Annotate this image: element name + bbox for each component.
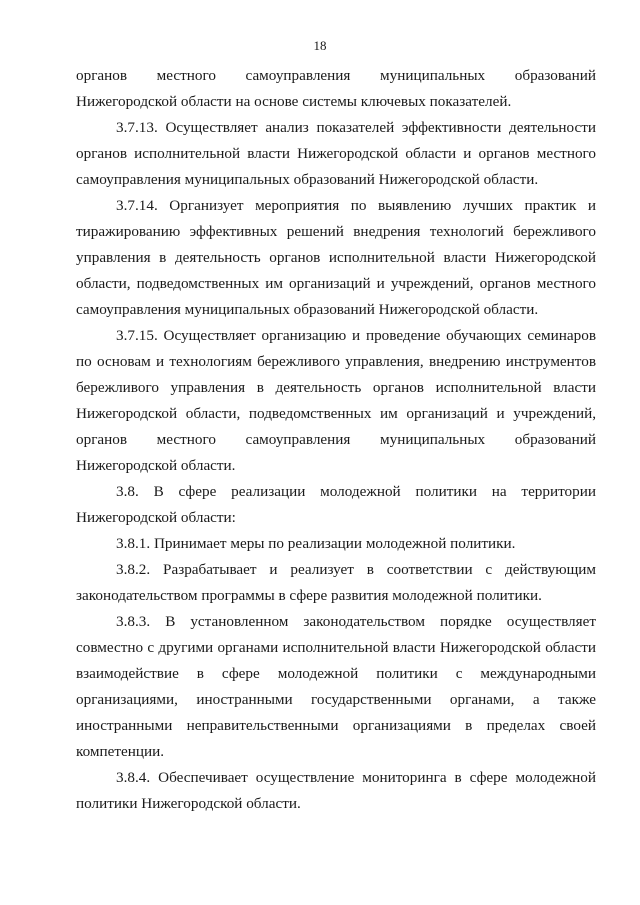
paragraph-3-7-14: 3.7.14. Организует мероприятия по выявлению лучших практик и тиражированию эффективных решений внедрения технологий бережливого управления в деятельность органов исполнительной власти Нижегородской области, подведомственных им организаций и учреждений, органов местного самоуправления муниципальных образований Нижегородской области. (76, 197, 596, 318)
paragraph-3-8-1: 3.8.1. Принимает меры по реализации молодежной политики. (116, 535, 516, 552)
paragraph-3-8-4: 3.8.4. Обеспечивает осуществление мониторинга в сфере молодежной политики Нижегородской области. (76, 769, 596, 812)
paragraph-3-8-3: 3.8.3. В установленном законодательством порядке осуществляет совместно с другими органами исполнительной власти Нижегородской области взаимодействие в сфере молодежной политики с международными организациями, иностранными государственными органами, а также иностранными неправительственными организациями в пределах своей компетенции. (76, 613, 596, 760)
paragraph-3-8: 3.8. В сфере реализации молодежной политики на территории Нижегородской области: (76, 483, 596, 526)
document-body (76, 63, 596, 817)
paragraph-3-8-2: 3.8.2. Разрабатывает и реализует в соответствии с действующим законодательством программы в сфере развития молодежной политики. (76, 561, 596, 604)
paragraph-3-7-15: 3.7.15. Осуществляет организацию и проведение обучающих семинаров по основам и технологиям бережливого управления, внедрению инструментов бережливого управления в деятельность органов исполнительной власти Нижегородской области, подведомственных им организаций и учреждений, органов местного самоуправления муниципальных образований Нижегородской области. (76, 327, 596, 474)
page-number: 18 (313, 38, 327, 53)
paragraph-continuation: органов местного самоуправления муниципальных образований Нижегородской области на основе системы ключевых показателей. (76, 67, 596, 110)
paragraph-3-7-13: 3.7.13. Осуществляет анализ показателей эффективности деятельности органов исполнительной власти Нижегородской области и органов местного самоуправления муниципальных образований Нижегородской области. (76, 119, 596, 188)
